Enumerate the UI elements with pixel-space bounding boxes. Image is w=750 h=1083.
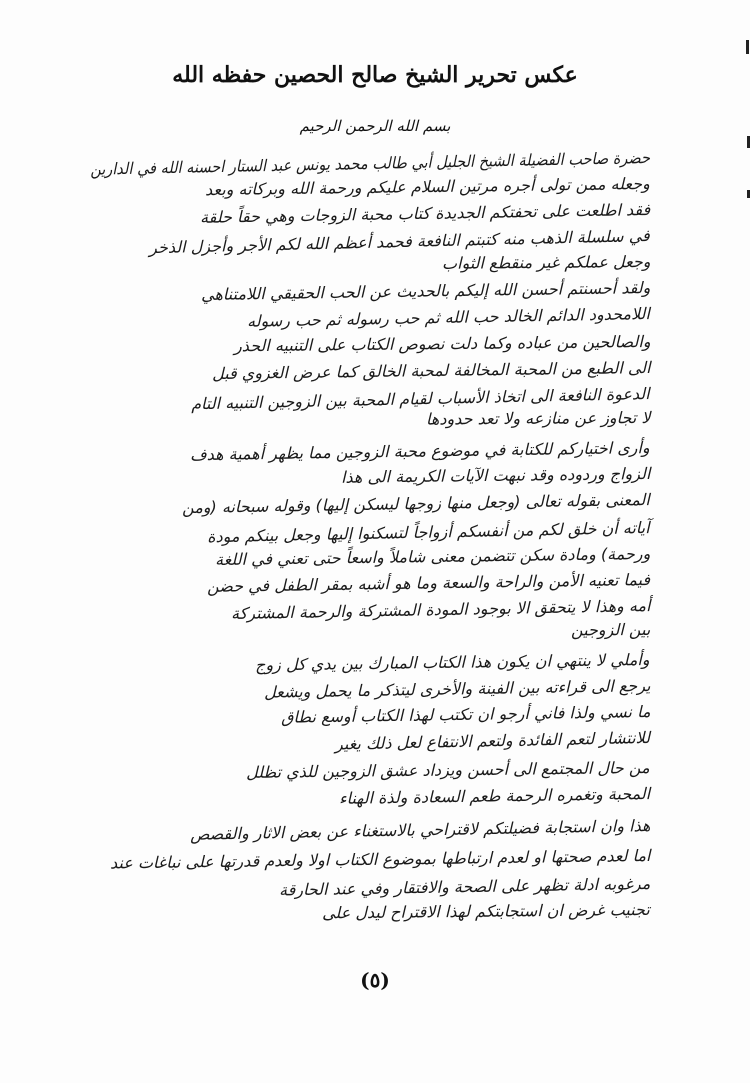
letter-line: والصالحين من عباده وكما دلت نصوص الكتاب على التنبيه الحذر: [233, 332, 651, 356]
letter-line: المعنى بقوله تعالى (وجعل منها زوجها ليسكن إليها) وقوله سبحانه (ومن: [182, 490, 651, 518]
letter-line: لا تجاوز عن منازعه ولا تعد حدودها: [425, 408, 651, 429]
letter-line: اما لعدم صحتها او لعدم ارتباطها بموضوع الكتاب اولا ولعدم قدرتها على نباغات عند: [109, 846, 651, 873]
letter-line: فقد اطلعت على تحفتكم الجديدة كتاب محبة الزوجات وهي حقاً حلقة: [199, 200, 651, 227]
letter-line: الزواج وردوده وقد نبهت الآيات الكريمة الى هذا: [340, 464, 651, 487]
letter-line: أمه وهذا لا يتحقق الا بوجود المودة المشتركة والرحمة المشتركة: [230, 596, 651, 624]
page-number: (٥): [360, 968, 390, 992]
letter-line: من حال المجتمع الى أحسن ويزداد عشق الزوجين للذي تظلل: [246, 758, 651, 782]
letter-line: مرغوبه ادلة تظهر على الصحة والافتقار وفي عند الحارقة: [278, 874, 651, 900]
letter-line: وأرى اختياركم للكتابة في موضوع محبة الزوجين مما يظهر أهمية هدف: [190, 438, 651, 465]
handwritten-letter: [90, 140, 650, 930]
page-title: عكس تحرير الشيخ صالح الحصين حفظه الله: [172, 62, 578, 88]
letter-line: حضرة صاحب الفضيلة الشيخ الجليل أبي طالب محمد يونس عبد الستار احسنه الله في الدارين: [90, 148, 651, 179]
letter-line: المحبة وتغمره الرحمة طعم السعادة ولذة الهناء: [338, 784, 651, 808]
letter-line: تجنيب غرض ان استجابتكم لهذا الاقتراح ليدل على: [322, 900, 651, 923]
letter-line: اللامحدود الدائم الخالد حب الله ثم حب رسوله ثم حب رسوله: [247, 304, 651, 331]
letter-line: وجعله ممن تولى أجره مرتين السلام عليكم ورحمة الله وبركاته وبعد: [205, 174, 651, 200]
letter-line: وجعل عملكم غير منقطع الثواب: [441, 252, 651, 273]
letter-line: الدعوة النافعة الى اتخاذ الأسباب لقيام المحبة بين الزوجين التنبيه التام: [191, 384, 651, 414]
letter-line: ورحمة) ومادة سكن تتضمن معنى شاملاً واسعاً حتى تعني في اللغة: [214, 544, 651, 570]
letter-line: ما نسي ولذا فاني أرجو ان تكتب لهذا الكتاب أوسع نطاق: [280, 702, 651, 727]
basmala: بسم الله الرحمن الرحيم: [299, 117, 451, 135]
letter-line: بين الزوجين: [570, 620, 651, 640]
letter-line: هذا وان استجابة فضيلتكم لاقتراحي بالاستغناء عن بعض الاثار والقصص: [189, 816, 651, 844]
letter-line: آياته أن خلق لكم من أنفسكم أزواجاً لتسكنوا إليها وجعل بينكم مودة: [207, 518, 651, 547]
letter-line: يرجع الى قراءته بين الفينة والأخرى ليتذكر ما يحمل ويشعل: [263, 676, 651, 702]
letter-line: في سلسلة الذهب منه كتبتم النافعة فحمد أعظم الله لكم الأجر وأجزل الذخر: [149, 226, 651, 258]
letter-line: وأملي لا ينتهي ان يكون هذا الكتاب المبارك بين يدي كل زوج: [255, 650, 651, 675]
letter-line: للانتشار لتعم الفائدة ولتعم الانتفاع لعل ذلك يغير: [334, 728, 651, 754]
letter-line: ولقد أحسنتم أحسن الله إليكم بالحديث عن الحب الحقيقي اللامتناهي: [200, 278, 651, 305]
letter-line: فيما تعنيه الأمن والراحة والسعة وما هو أشبه بمقر الطفل في حضن: [206, 570, 651, 596]
letter-line: الى الطبع من المحبة المخالفة لمحبة الخالق كما عرض الغزوي قبل: [211, 358, 651, 384]
